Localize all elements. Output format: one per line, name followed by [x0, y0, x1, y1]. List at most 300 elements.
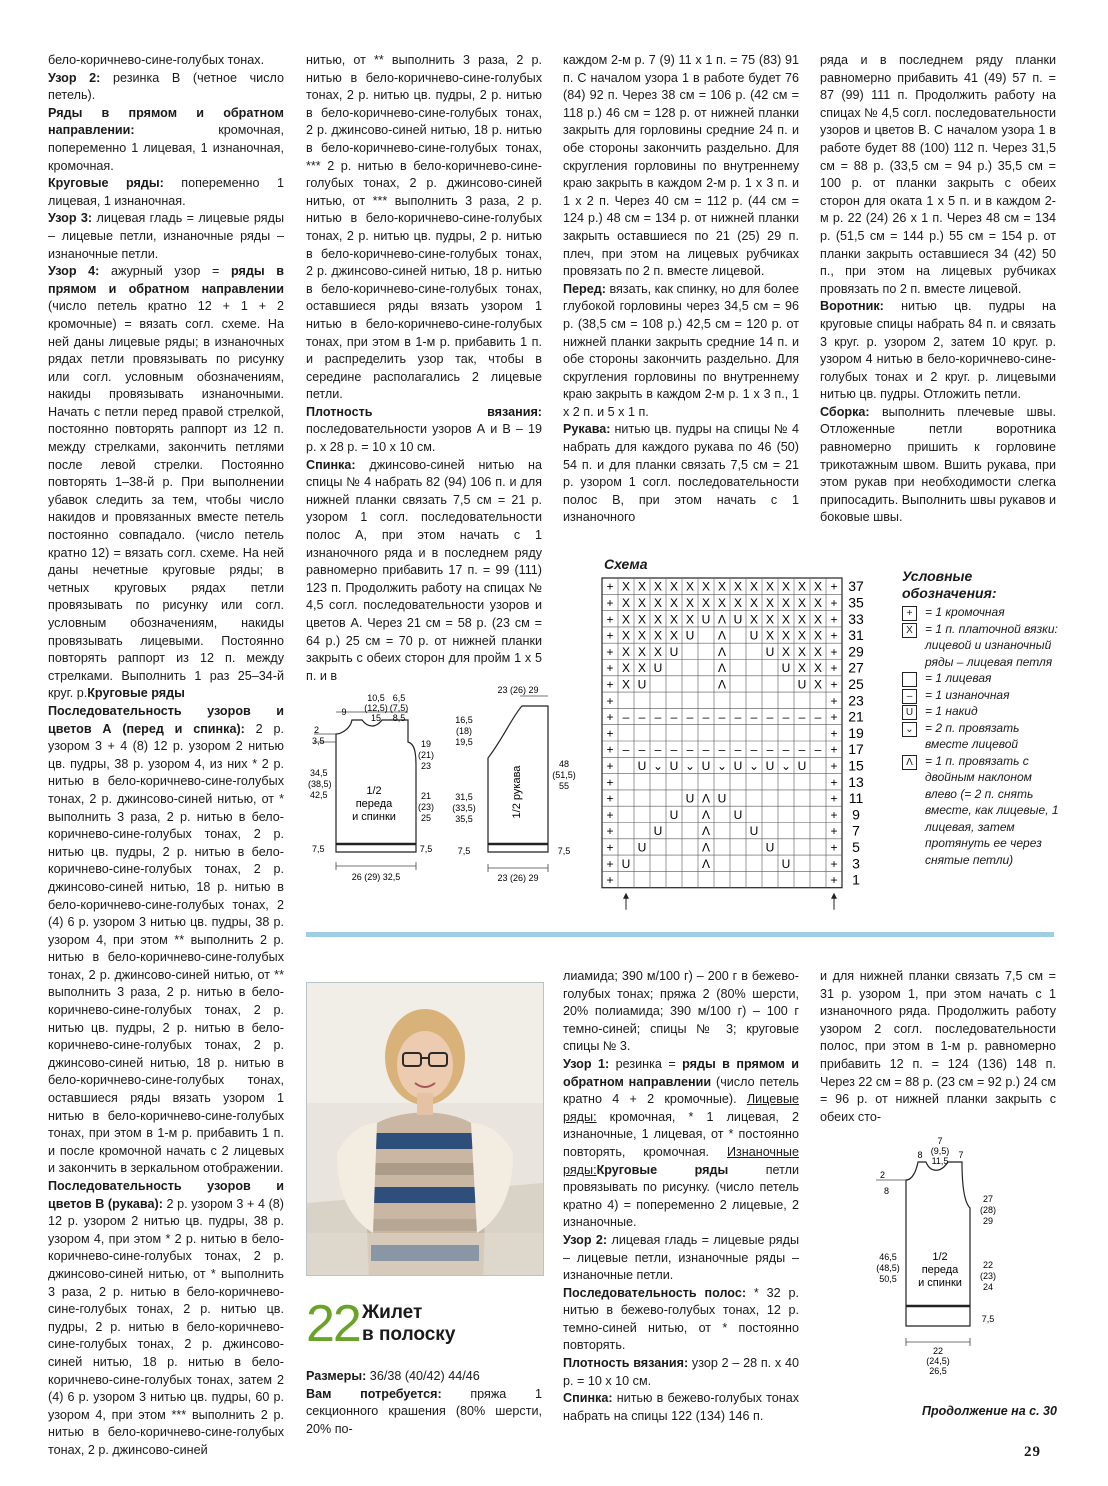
schema-cell: –: [686, 710, 694, 725]
schema-cell: X: [797, 644, 807, 659]
p3-label-3: и спинки: [918, 1277, 962, 1289]
article-title-line-1: Жилет: [362, 1302, 423, 1323]
schema-cell: X: [637, 579, 647, 594]
schema-cell: X: [621, 661, 631, 676]
col3-bold-segment: Рукава:: [563, 422, 611, 437]
legend-symbol-icon: +: [902, 606, 917, 621]
schema-row-number: 17: [848, 741, 864, 758]
p3-bottom-a: 22: [932, 1346, 944, 1356]
p1-top-a: 10,5: [367, 693, 385, 703]
col5-text-segment: лиамида; 390 м/100 г) – 200 г в бежево-голубых тонах; пряжа 2 (80% шерсти, 20% полиамида; 390 м/100 г) – 100 г темно-синей; спицы № 3; круговые спицы № 3.: [563, 969, 799, 1054]
schema-cell: U: [669, 807, 679, 822]
schema-title: Схема: [604, 556, 648, 572]
schema-cell: X: [637, 612, 647, 627]
p3-top-a: 7: [937, 1136, 943, 1146]
col5-underline-segment: Лицевые ряды:: [563, 1092, 799, 1124]
col2-text-segment: нитью, от ** выполнить 3 раза, 2 р. нитью в бело-коричнево-сине-голубых тонах, 2 р. нитью цв. пудры, 2 р. нитью в бело-коричнево-сине-голубых тонах, 2 р. джинсово-синей нитью, 18 р. нитью в бело-коричнево-сине-голубых тонах, *** 2 р. нитью в бело-коричнево-сине-голубых тонах, 2 р. джинсово-синей нитью, от *** выполнить 3 раза, 2 р. нитью в бело-коричнево-сине-голубых тонах, 2 р. нитью цв. пудры, 2 р. нитью в бело-коричнево-сине-голубых тонах, 2 р. джинсово-синей нитью, 18 р. нитью в бело-коричнево-сине-голубых тонах, оставшиеся ряды вязать узором 1 нитью в бело-коричнево-сине-голубых тонах, при этом в 1-м р. прибавить 1 п. и распределить узор так, чтобы в середине располагались 2 лицевые петли.: [306, 53, 542, 402]
legend-item: [902, 753, 1062, 869]
schema-row-number: 35: [848, 594, 864, 611]
p3-right-f: 24: [982, 1282, 994, 1292]
schema-cell: Λ: [717, 628, 727, 643]
p1-left-d: (38,5): [308, 779, 332, 789]
schema-cell: X: [653, 644, 663, 659]
col1-bold-segment: Узор 2:: [48, 70, 101, 85]
schema-cell: U: [685, 791, 695, 806]
p1-right-b: (21): [417, 750, 435, 760]
col1-text-segment: ажурный узор =: [99, 264, 231, 279]
col5-paragraph: [563, 1390, 799, 1425]
col1-paragraph: [48, 703, 284, 1178]
col2-paragraph: [306, 52, 542, 404]
article-title: [362, 1302, 455, 1346]
col1-text-segment: попеременно 1 лицевая, 1 изнаночная.: [48, 176, 284, 208]
schema-row-number: 7: [852, 822, 860, 839]
legend-item: [902, 670, 1062, 687]
schema-cell: Λ: [701, 807, 711, 822]
schema-cell: +: [606, 644, 614, 659]
schema-cell: X: [797, 579, 807, 594]
col4-text-segment: ряда и в последнем ряду планки равномерно прибавить 41 (49) 57 п. = 87 (99) 111 п. Продолжить работу на спицах № 4,5 согл. последовательности узоров и цветов В. С началом узора 1 в работе будет 88 (100) 112 п. Через 31,5 см = 88 р. (33,5 см = 94 р.) 35,5 см = 100 р. от планки закрыть с обеих сторон для оката 1 х 5 п. и в каждом 2-м р. 22 (24) 26 х 1 п. Через 48 см = 134 р. (51,5 см = 144 р.) 55 см = 154 р. от планки закрыть оставшиеся 34 (42) 50 п., при этом на лицевых рубчиках провязать по 2 п. вместе лицевой.: [820, 53, 1056, 296]
p1-right-g: 7,5: [419, 844, 433, 854]
col3-paragraph: [563, 281, 799, 422]
p1-bottom: 26 (29) 32,5: [351, 872, 401, 882]
schema-arrowhead-icon: [831, 893, 837, 899]
schema-cell: ⌄: [652, 758, 664, 773]
p2-right-b: (51,5): [552, 770, 576, 780]
legend-text: = 1 накид: [925, 704, 978, 718]
col5-paragraph: [563, 1232, 799, 1285]
schema-cell: U: [765, 644, 775, 659]
schema-cell: +: [830, 644, 838, 659]
p3-left-b: 8: [884, 1186, 890, 1196]
col4-text-segment: нитью цв. пудры на круговые спицы набрать 84 п. и связать 3 круг. р. узором 2, затем 10 круг. р. узором 4 нитью в бело-коричнево-сине-голубых тонах и 2 круг. р. лицевыми нитью цв. пудры. Отложить петли.: [820, 299, 1056, 402]
page-number: 29: [1024, 1444, 1041, 1460]
article-number: 22: [306, 1295, 360, 1353]
legend-text: = 1 п. провязать с двойным наклоном влево (= 2 п. снять вместе, как лицевые, 1 лицевая, затем протянуть ее через снятые петли): [925, 753, 1059, 867]
legend-symbol-icon: –: [902, 689, 917, 704]
continue-note: Продолжение на с. 30: [922, 1404, 1057, 1418]
schema-row-number: 13: [848, 773, 864, 790]
legend-symbol-icon: Λ: [902, 755, 917, 770]
schema-cell: X: [653, 612, 663, 627]
p3-left-c: 46,5: [879, 1252, 897, 1262]
schema-row-number: 25: [848, 675, 864, 692]
schema-cell: –: [798, 742, 806, 757]
p3-left-e: 50,5: [879, 1274, 897, 1284]
schema-cell: +: [830, 726, 838, 741]
schema-cell: U: [701, 758, 711, 773]
col1-paragraph: [48, 105, 284, 175]
schema-cell: ⌄: [748, 758, 760, 773]
schema-cell: X: [813, 595, 823, 610]
schema-cell: U: [765, 758, 775, 773]
schema-cell: X: [685, 612, 695, 627]
p3-top-b: (9,5): [930, 1146, 950, 1156]
col5-bold-segment: ряды в прямом и обратном направлении: [563, 1056, 799, 1089]
schema-cell: X: [621, 595, 631, 610]
col4-paragraph: [820, 298, 1056, 404]
col5-bold-segment: Узор 1:: [563, 1056, 610, 1071]
col1-text-segment: резинка В (четное число петель).: [48, 70, 284, 103]
schema-cell: X: [637, 644, 647, 659]
schema-cell: Λ: [717, 644, 727, 659]
schema-row-number: 37: [848, 578, 864, 595]
schema-cell: –: [670, 710, 678, 725]
col2-text-segment: последовательности узоров А и В – 19 р. х 28 р. = 10 х 10 см.: [306, 422, 542, 455]
schema-cell: X: [797, 612, 807, 627]
p3-bottom-b: (24,5): [926, 1356, 950, 1366]
schema-cell: X: [813, 661, 823, 676]
schema-cell: –: [686, 742, 694, 757]
legend-item: [902, 604, 1062, 621]
schema-row-number: 3: [852, 855, 860, 872]
col1-paragraph: [48, 52, 284, 70]
schema-cell: –: [702, 742, 710, 757]
schema-cell: U: [637, 677, 647, 692]
col5-text-segment: петли провязывать по рисунку.: [563, 1162, 799, 1195]
schema-cell: U: [765, 840, 775, 855]
schema-cell: +: [830, 595, 838, 610]
schema-cell: X: [813, 628, 823, 643]
schema-cell: U: [733, 807, 743, 822]
col5-bold-segment: Плотность вязания:: [563, 1356, 689, 1371]
schema-cell: +: [830, 661, 838, 676]
col1-bold-segment: Узор 3:: [48, 211, 93, 226]
schema-cell: +: [606, 758, 614, 773]
schema-cell: +: [606, 742, 614, 757]
schema-cell: X: [621, 579, 631, 594]
legend-text: = 1 лицевая: [925, 671, 992, 685]
col4-text-segment: выполнить плечевые швы. Отложенные петли воротника равномерно пришить к горловине трикотажным швом. Вшить рукава, при этом рукав при необходимости слегка припосадить. Выполнить швы рукавов и боковые швы.: [820, 404, 1056, 525]
pattern-sleeve: [448, 680, 578, 886]
legend-item: [902, 621, 1062, 671]
col5-text-segment: (число петель кратно 4 + 2 кромочные).: [563, 1074, 799, 1107]
text-column-5: [563, 968, 799, 1424]
schema-cell: X: [669, 579, 679, 594]
col2-text-segment: джинсово-синей нитью на спицы № 4 набрать 82 (94) 106 п. и для нижней планки связать 7,5 см = 21 р. узором 1 согл. последовательности полос А, при этом начать с 1 изнаночного ряда и в последнем ряду равномерно прибавить 17 п. = 99 (111) 123 п. Продолжить работу на спицах № 4,5 согл. последовательности узоров и цветов А. Через 21 см = 58 р. (23 см = 64 р.) 25 см = 70 р. от нижней планки закрыть с обеих сторон для пройм 1 х 5 п. и в: [306, 457, 542, 683]
col4-bold-segment: Воротник:: [820, 299, 884, 314]
schema-cell: U: [669, 644, 679, 659]
schema-cell: +: [830, 856, 838, 871]
p1-right-f: 25: [420, 813, 432, 823]
schema-row-number: 29: [848, 643, 864, 660]
p2-left-g: 7,5: [457, 846, 471, 856]
schema-cell: +: [606, 840, 614, 855]
schema-cell: –: [718, 710, 726, 725]
col1-text-segment: лицевая гладь = лицевые ряды – лицевые петли, изнаночные ряды – изнаночные петли.: [48, 211, 284, 261]
schema-cell: +: [606, 873, 614, 888]
schema-cell: +: [830, 742, 838, 757]
schema-cell: X: [621, 612, 631, 627]
col1-text-segment: бело-коричнево-сине-голубых тонах.: [48, 53, 265, 67]
schema-cell: X: [669, 595, 679, 610]
schema-cell: +: [606, 677, 614, 692]
schema-cell: Λ: [717, 612, 727, 627]
schema-cell: U: [653, 824, 663, 839]
col4-paragraph: [820, 52, 1056, 298]
schema-cell: X: [637, 628, 647, 643]
schema-cell: –: [654, 742, 662, 757]
p3-right-g: 7,5: [981, 1314, 995, 1324]
schema-cell: +: [606, 579, 614, 594]
col5-bold-segment: Узор 2:: [563, 1232, 608, 1247]
schema-cell: U: [621, 856, 631, 871]
schema-cell: X: [765, 628, 775, 643]
col5-bold-segment: Круговые ряды: [596, 1162, 729, 1177]
schema-row-number: 21: [848, 708, 864, 725]
col7-paragraph: [306, 1368, 542, 1386]
schema-cell: –: [814, 710, 822, 725]
p2-left-f: 35,5: [455, 814, 473, 824]
col5-paragraph: [563, 968, 799, 1056]
model-photo: [306, 982, 544, 1276]
schema-cell: +: [606, 693, 614, 708]
p1-left-a: 2: [314, 725, 320, 735]
schema-row-number: 23: [848, 692, 864, 709]
col1-text-segment: кромочная, попеременно 1 лицевая, 1 изнаночная, кромочная.: [48, 123, 284, 173]
p2-right-c: 55: [558, 781, 570, 791]
p1-label-2: переда: [355, 798, 393, 810]
schema-cell: X: [781, 628, 791, 643]
schema-cell: X: [813, 579, 823, 594]
schema-cell: –: [702, 710, 710, 725]
p3-right-a: 27: [982, 1194, 994, 1204]
schema-arrowhead-icon: [623, 893, 629, 899]
schema-row-number: 19: [848, 724, 864, 741]
p3-right-e: (23): [979, 1271, 997, 1281]
p3-top-r: 7: [958, 1150, 964, 1160]
text-column-2: [306, 52, 542, 683]
text-column-3: [563, 52, 799, 542]
schema-cell: +: [606, 824, 614, 839]
col5-text-segment: нитью в бежево-голубых тонах набрать на спицы 122 (134) 146 п.: [563, 1391, 799, 1423]
legend-item: [902, 703, 1062, 720]
p2-right-d: 7,5: [557, 846, 571, 856]
schema-cell: +: [830, 579, 838, 594]
col1-bold-segment: Узор 4:: [48, 264, 100, 279]
schema-cell: X: [749, 579, 759, 594]
schema-cell: U: [733, 612, 743, 627]
schema-cell: +: [830, 628, 838, 643]
col6-paragraph: [820, 968, 1056, 1126]
p1-top-c: 15: [370, 713, 382, 723]
p1-left-e: 42,5: [310, 790, 328, 800]
schema-cell: X: [637, 661, 647, 676]
p1-left-f: 7,5: [312, 844, 325, 854]
col5-text-segment: (число петель кратно 4) = попеременно 2 лицевые, 2 изнаночные.: [563, 1180, 799, 1230]
col5-text-segment: узор 2 – 28 п. х 40 р. = 10 х 10 см.: [563, 1356, 799, 1388]
schema-cell: –: [798, 710, 806, 725]
schema-row-number: 5: [852, 838, 860, 855]
schema-row-number: 27: [848, 659, 864, 676]
p3-left-a: 2: [880, 1170, 886, 1180]
schema-cell: X: [701, 579, 711, 594]
schema-cell: –: [734, 710, 742, 725]
schema-cell: X: [653, 628, 663, 643]
col7-paragraph: [306, 1386, 542, 1439]
col5-text-segment: резинка =: [609, 1056, 683, 1071]
schema-cell: ⌄: [716, 758, 728, 773]
schema-cell: U: [733, 758, 743, 773]
col5-underline-segment: Изнаночные ряды:: [563, 1144, 799, 1177]
schema-cell: X: [621, 677, 631, 692]
legend-text: = 2 п. провязать вместе лицевой: [925, 720, 1020, 751]
schema-cell: –: [670, 742, 678, 757]
schema-cell: Λ: [701, 824, 711, 839]
col1-bold-segment: ряды в прямом и обратном направлении: [48, 264, 284, 296]
legend-title: Условные обозначения:: [902, 568, 997, 601]
schema-cell: X: [781, 595, 791, 610]
col2-paragraph: [306, 457, 542, 686]
schema-cell: U: [797, 677, 807, 692]
schema-cell: X: [765, 612, 775, 627]
schema-cell: X: [749, 595, 759, 610]
pattern-front-back: [306, 684, 436, 884]
legend-text: = 1 изнаночная: [925, 687, 1010, 702]
schema-cell: +: [606, 791, 614, 806]
schema-cell: +: [606, 710, 614, 725]
col2-bold-segment: Спинка:: [306, 457, 356, 472]
schema-cell: X: [813, 677, 823, 692]
p3-top-l: 8: [917, 1150, 923, 1160]
schema-cell: +: [830, 775, 838, 790]
schema-cell: –: [814, 742, 822, 757]
p2-left-e: (33,5): [452, 803, 476, 813]
schema-cell: –: [718, 742, 726, 757]
schema-cell: X: [717, 595, 727, 610]
p1-left-b: 3,5: [312, 736, 325, 746]
text-column-6: [820, 968, 1056, 1128]
section-divider: [306, 932, 1054, 937]
schema-cell: U: [749, 628, 759, 643]
col1-bold-segment: Круговые ряды:: [48, 176, 164, 191]
schema-cell: X: [781, 579, 791, 594]
schema-cell: Λ: [701, 791, 711, 806]
col2-bold-segment: Плотность вязания:: [306, 404, 542, 419]
schema-cell: U: [781, 661, 791, 676]
col3-text-segment: вязать, как спинку, но для более глубокой горловины через 34,5 см = 96 р. (38,5 см = 108 р.) 42,5 см = 120 р. от нижней планки закрыть средние 14 п. и обе стороны закончить раздельно. Для скругления горловины по внутреннему краю закрыть в каждом 2-м р. 1 х 3 п., 1 х 2 п. и 5 х 1 п.: [563, 281, 800, 419]
schema-row-number: 31: [848, 627, 864, 644]
p2-right-a: 48: [558, 759, 570, 769]
p3-right-b: (28): [979, 1205, 997, 1215]
col3-bold-segment: Перед:: [563, 281, 606, 296]
schema-cell: X: [733, 579, 743, 594]
schema-cell: U: [653, 661, 663, 676]
schema-cell: X: [637, 595, 647, 610]
schema-cell: +: [830, 710, 838, 725]
schema-cell: +: [830, 612, 838, 627]
schema-row-number: 9: [852, 806, 860, 823]
schema-cell: X: [781, 612, 791, 627]
schema-cell: +: [830, 807, 838, 822]
schema-cell: ⌄: [780, 758, 792, 773]
schema-row-number: 33: [848, 610, 864, 627]
schema-cell: +: [606, 807, 614, 822]
schema-cell: +: [830, 791, 838, 806]
text-column-1: [48, 52, 285, 1457]
p3-label-1: 1/2: [932, 1251, 948, 1263]
schema-cell: –: [766, 710, 774, 725]
schema-cell: U: [797, 758, 807, 773]
p2-left-d: 31,5: [455, 792, 473, 802]
p3-right-d: 22: [982, 1260, 994, 1270]
col7-bold-segment: Размеры:: [306, 1369, 367, 1383]
p1-top-b: (12,5): [364, 703, 388, 713]
schema-cell: X: [813, 644, 823, 659]
p2-bottom: 23 (26) 29: [497, 873, 539, 883]
p2-label: 1/2 рукава: [511, 765, 523, 819]
schema-cell: +: [606, 856, 614, 871]
col3-paragraph: [563, 421, 799, 527]
schema-cell: X: [621, 628, 631, 643]
p1-top-d: 6,5: [392, 693, 406, 703]
schema-cell: X: [749, 612, 759, 627]
col7-bold-segment: Вам потребуется:: [306, 1386, 442, 1401]
schema-cell: U: [685, 628, 695, 643]
col6-text-segment: и для нижней планки связать 7,5 см = 31 р. узором 1, при этом начать с 1 изнаночного ряда. Продолжить работу узором 2 согл. последовательности полос, при этом в 1-м р. равномерно прибавить 12 п. = 124 (136) 148 п. Через 22 см = 88 р. (23 см = 92 р.) 24 см = 96 р. от нижней планки закрыть с обеих сто-: [820, 969, 1056, 1124]
schema-cell: +: [830, 840, 838, 855]
col1-bold-segment: Круговые ряды: [87, 686, 185, 701]
schema-cell: Λ: [701, 856, 711, 871]
schema-cell: +: [830, 693, 838, 708]
schema-cell: U: [717, 791, 727, 806]
col5-paragraph: [563, 1355, 799, 1390]
col5-paragraph: [563, 1056, 799, 1232]
schema-cell: U: [701, 612, 711, 627]
schema-cell: X: [669, 628, 679, 643]
col7-text-segment: 36/38 (40/42) 44/46: [366, 1369, 480, 1383]
schema-cell: –: [782, 710, 790, 725]
p2-left-b: (18): [455, 726, 473, 736]
p3-label-2: переда: [921, 1264, 959, 1276]
col5-text-segment: * 32 р. нитью в бежево-голубых тонах, 12 р. темно-синей нитью, от * постоянно повторять.: [563, 1285, 799, 1353]
col1-bold-segment: Последовательность узоров и цветов А (перед и спинка):: [48, 703, 284, 736]
p1-right-a: 19: [420, 739, 432, 749]
p1-top-left: 9: [341, 707, 347, 717]
col1-paragraph: [48, 175, 284, 210]
schema-cell: +: [606, 775, 614, 790]
col5-bold-segment: Последовательность полос:: [563, 1285, 747, 1300]
text-column-7: [306, 1368, 543, 1436]
schema-cell: +: [830, 758, 838, 773]
col1-text-segment: 2 р. узором 3 + 4 (8) 12 р. узором 2 нитью цв. пудры, 38 р. узором 4, из них * 2 р. нитью в бело-коричнево-сине-голубых тонах, 2 р. джинсово-синей нитью, от * выполнить 3 раза, 2 р. нитью в бело-коричнево-сине-голубых тонах, 2 р. нитью цв. пудры, 2 р. нитью в бело-коричнево-сине-голубых тонах, 2 р. джинсово-синей нитью, 18 р. нитью в бело-коричнево-сине-голубых тонах, 2 (4) 6 р. узором 3 нитью цв. пудры, 38 р. узором 4, при этом ** выполнить 2 р. нитью в бело-коричнево-сине-голубых тонах, 2 р. джинсово-синей нитью, от ** выполнить 3 раза, 2 р. нитью в бело-коричнево-сине-голубых тонах, 2 р. нитью цв. пудры, 2 р. нитью в бело-коричнево-сине-голубых тонах, 2 р. джинсово-синей нитью, 18 р. нитью в бело-коричнево-сине-голубых тонах, оставшиеся ряды вязать узором 1 нитью в бело-коричнево-сине-голубых тонах, при этом в 1-м р. прибавить 1 п. и после кромочной начать с 2 лицевых и закончить в зеркальном отображении.: [48, 721, 284, 1176]
schema-cell: X: [765, 579, 775, 594]
schema-cell: +: [606, 612, 614, 627]
p2-left-a: 16,5: [455, 715, 473, 725]
schema-cell: X: [765, 595, 775, 610]
legend-symbol-icon: X: [902, 623, 917, 638]
legend-text: = 1 п. платочной вязки: лицевой и изнаночный ряды – лицевая петля: [925, 621, 1058, 669]
schema-row-number: 11: [848, 790, 864, 807]
pattern-vest: [870, 1134, 1010, 1374]
col1-paragraph: [48, 210, 284, 263]
p3-top-c: 11,5: [931, 1156, 949, 1166]
schema-cell: +: [830, 824, 838, 839]
schema-cell: –: [638, 742, 646, 757]
schema-cell: X: [669, 612, 679, 627]
col1-paragraph: [48, 1178, 284, 1460]
col1-bold-segment: Ряды в прямом и обратном направлении:: [48, 105, 284, 138]
schema-cell: Λ: [717, 661, 727, 676]
col1-text-segment: 2 р. узором 3 + 4 (8) 12 р. узором 2 нитью цв. пудры, 38 р. узором 4, при этом * 2 р. нитью в бело-коричнево-сине-голубых тонах, 2 р. джинсово-синей нитью, от * выполнить 3 раза, 2 р. нитью в бело-коричнево-сине-голубых тонах, 2 р. нитью цв. пудры, 2 р. нитью в бело-коричнево-сине-голубых тонах, 2 р. джинсово-синей нитью, 18 р. нитью в бело-коричнево-сине-голубых тонах, затем 2 (4) 6 р. узором 3 нитью цв. пудры, 60 р. узором 4, при этом *** выполнить 2 р. нитью в бело-коричнево-сине-голубых тонах, 2 р. джинсово-синей: [48, 1196, 285, 1457]
col1-paragraph: [48, 263, 284, 703]
col4-paragraph: [820, 404, 1056, 527]
schema-cell: X: [797, 595, 807, 610]
p1-top-f: 8,5: [392, 713, 406, 723]
col3-text-segment: каждом 2-м р. 7 (9) 11 х 1 п. = 75 (83) 91 п. С началом узора 1 в работе будет 76 (84) 92 п. Через 38 см = 106 р. (42 см = 118 р.) 46 см = 128 р. от нижней планки закрыть для горловины средние 24 п. и обе стороны закончить раздельно. Для скругления горловины по внутреннему краю закрыть в каждом 2-м р. 1 х 3 п. и 1 х 2 п. Через 40 см = 112 р. (44 см = 124 р.) 48 см = 134 р. от нижней планки закрыть оставшиеся по 21 (25) 29 п. плеч, при этом на лицевых рубчиках провязать по 2 п. вместе лицевой.: [563, 53, 799, 279]
p1-right-d: 21: [420, 791, 432, 801]
col1-paragraph: [48, 70, 284, 105]
